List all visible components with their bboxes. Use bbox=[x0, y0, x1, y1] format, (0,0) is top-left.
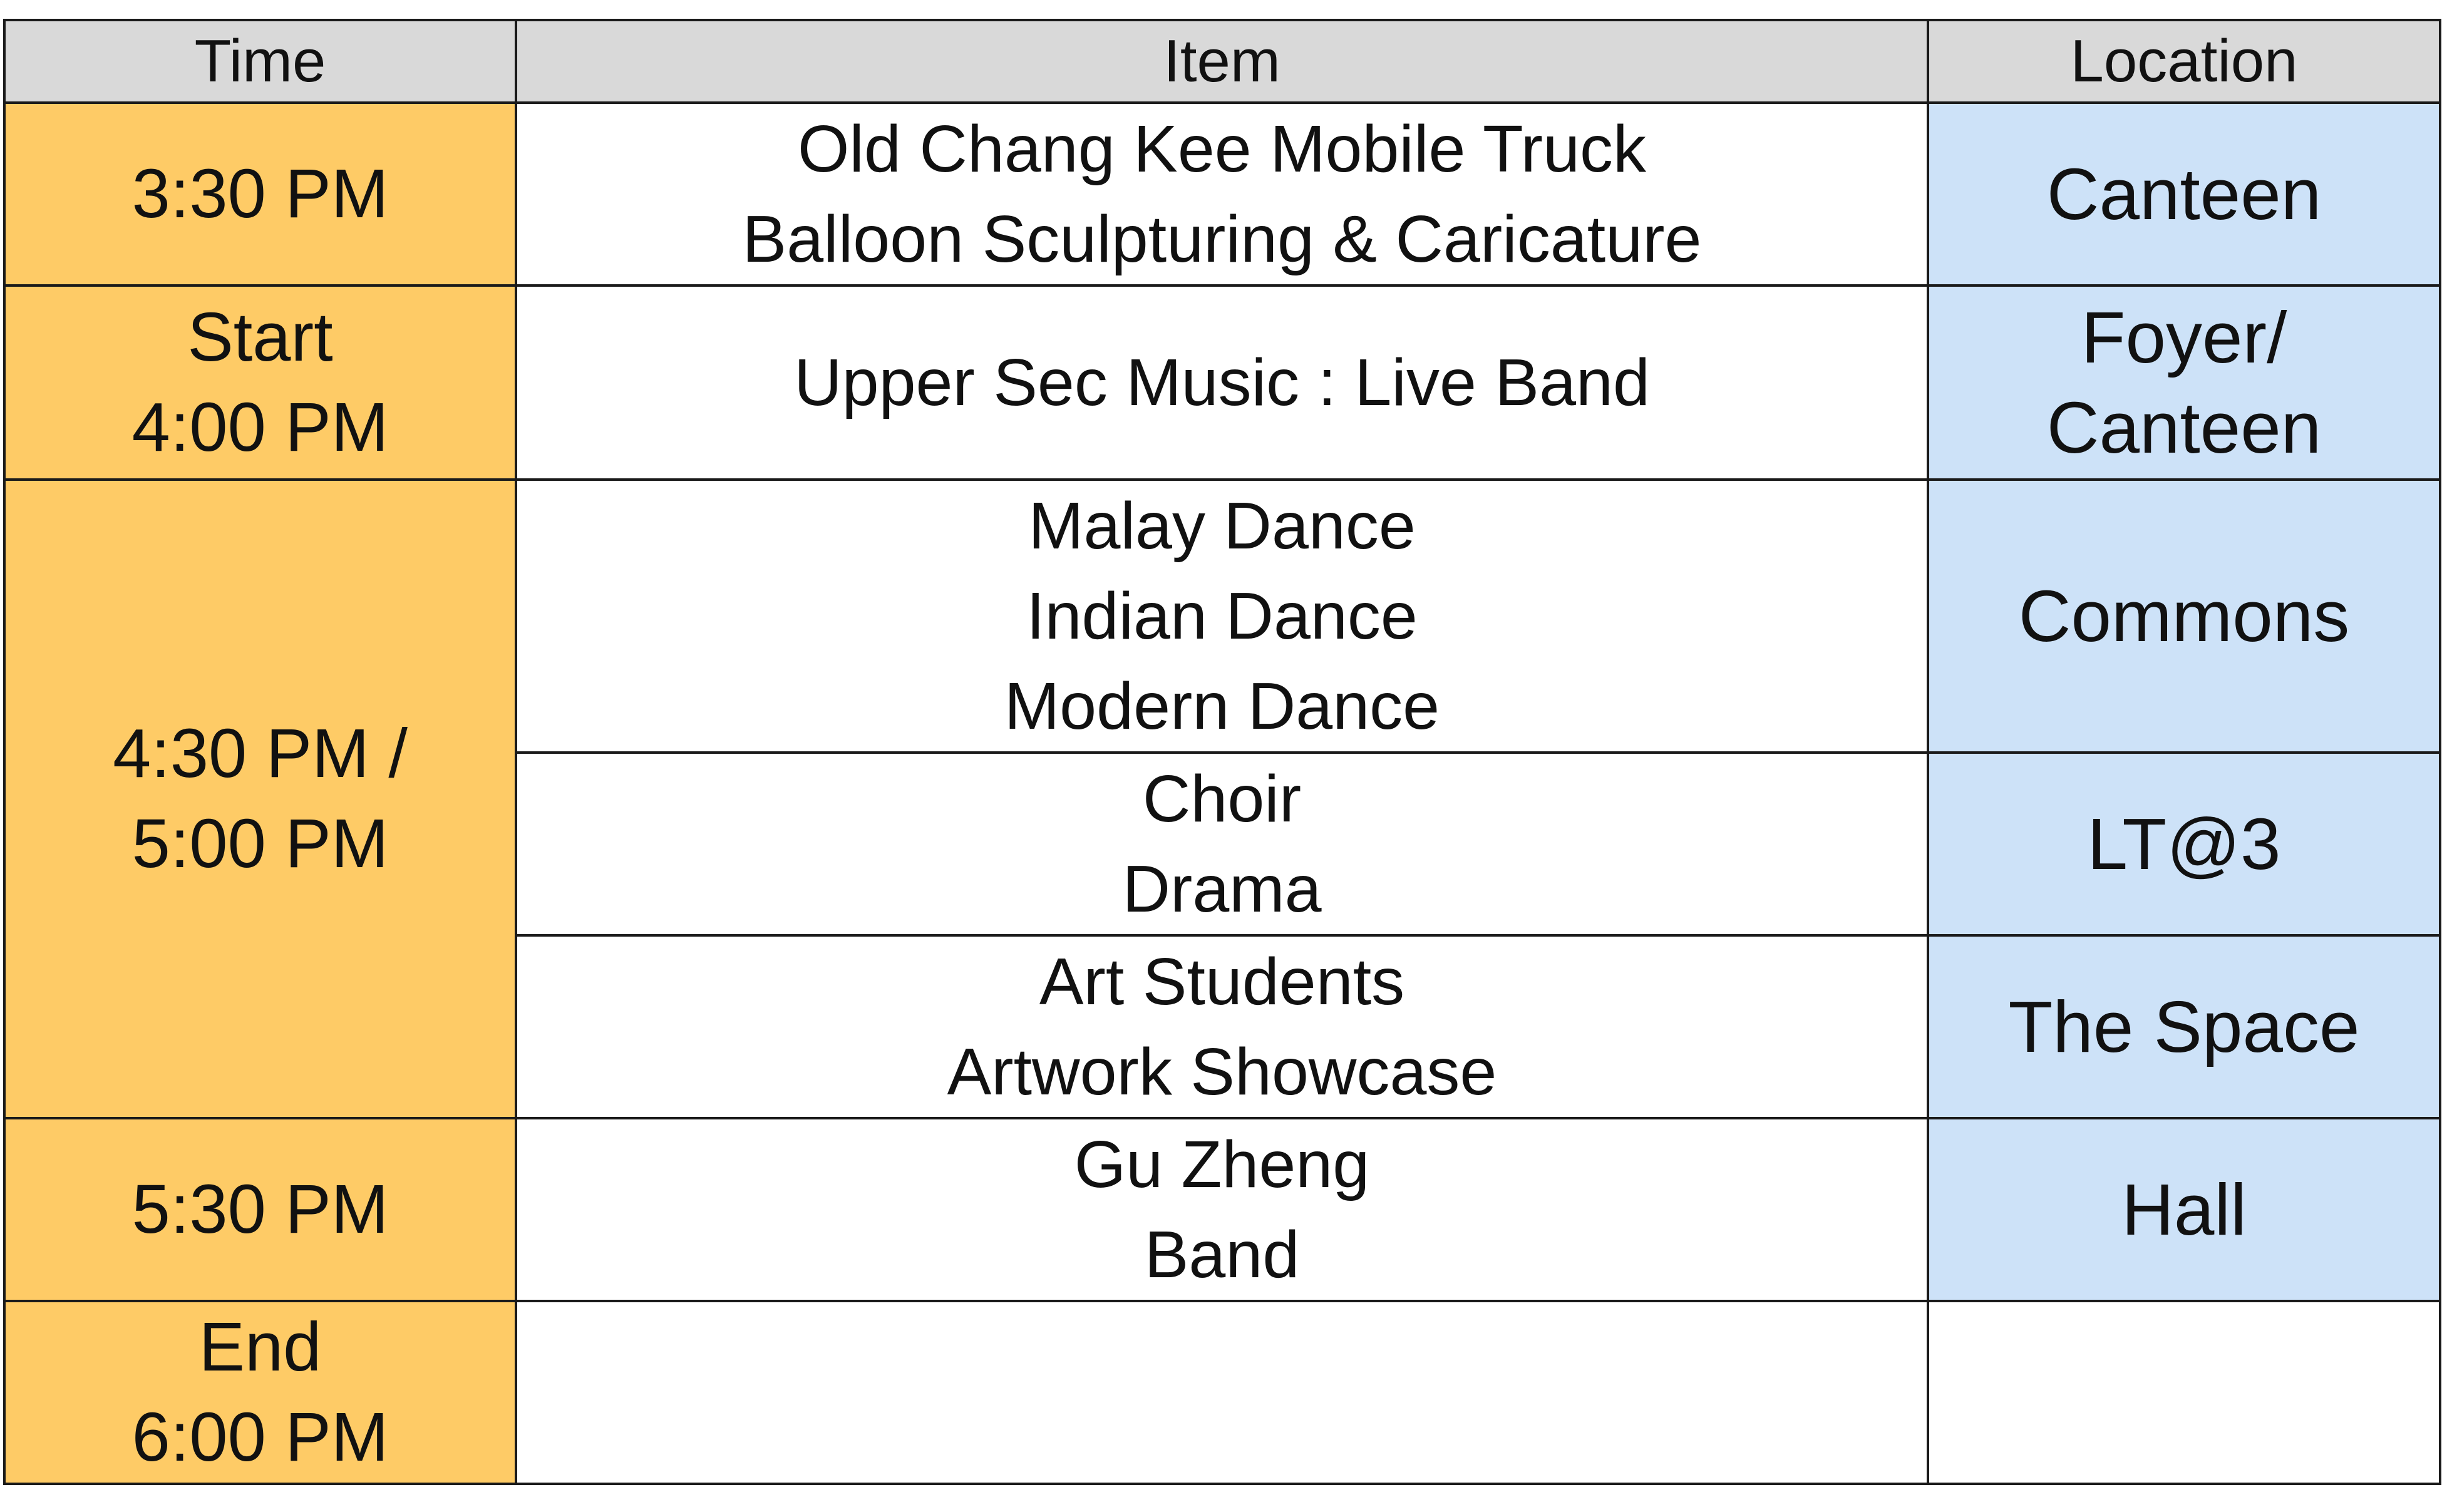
item-cell bbox=[516, 1118, 1928, 1301]
location-cell bbox=[1928, 935, 2440, 1118]
item-cell bbox=[516, 935, 1928, 1118]
item-column-header: Item bbox=[516, 20, 1928, 103]
location-cell bbox=[1928, 103, 2440, 285]
location-text: Foyer/ bbox=[2081, 297, 2287, 378]
item-text: Choir bbox=[1142, 762, 1302, 836]
time-text: End bbox=[198, 1309, 322, 1386]
time-text: Start bbox=[187, 299, 333, 376]
item-text: Balloon Sculpturing & Caricature bbox=[742, 202, 1702, 276]
time-cell bbox=[4, 1301, 516, 1484]
location-text: The Space bbox=[2008, 986, 2360, 1067]
item-text: Indian Dance bbox=[1026, 579, 1418, 653]
table-row bbox=[4, 103, 2440, 285]
table-row bbox=[4, 480, 2440, 753]
item-text: Malay Dance bbox=[1028, 489, 1416, 563]
empty-location-cell bbox=[1928, 1301, 2440, 1484]
time-cell bbox=[4, 285, 516, 480]
time-text: 5:00 PM bbox=[131, 805, 389, 882]
item-text: Drama bbox=[1122, 852, 1322, 926]
location-column-header: Location bbox=[1928, 20, 2440, 103]
location-cell bbox=[1928, 1118, 2440, 1301]
item-text: Gu Zheng bbox=[1074, 1128, 1370, 1201]
location-text: Commons bbox=[2018, 575, 2350, 657]
time-text: 3:30 PM bbox=[131, 155, 389, 232]
time-text: 6:00 PM bbox=[131, 1399, 389, 1476]
location-text: Hall bbox=[2121, 1169, 2247, 1250]
table-row bbox=[4, 285, 2440, 480]
table-row bbox=[4, 1118, 2440, 1301]
empty-item-cell bbox=[516, 1301, 1928, 1484]
location-cell bbox=[1928, 480, 2440, 753]
location-text: Canteen bbox=[2046, 153, 2322, 235]
item-text: Modern Dance bbox=[1004, 669, 1440, 743]
item-text: Upper Sec Music : Live Band bbox=[794, 346, 1650, 419]
table-row bbox=[4, 1301, 2440, 1484]
time-column-header: Time bbox=[4, 20, 516, 103]
time-cell bbox=[4, 480, 516, 1118]
item-cell bbox=[516, 753, 1928, 935]
item-text: Band bbox=[1144, 1218, 1300, 1292]
time-text: 4:30 PM / bbox=[113, 715, 408, 792]
time-text: 4:00 PM bbox=[131, 389, 389, 466]
item-text: Artwork Showcase bbox=[947, 1035, 1497, 1109]
time-cell bbox=[4, 103, 516, 285]
item-cell bbox=[516, 480, 1928, 753]
time-text: 5:30 PM bbox=[131, 1171, 389, 1248]
time-cell bbox=[4, 1118, 516, 1301]
location-cell bbox=[1928, 753, 2440, 935]
item-cell bbox=[516, 103, 1928, 285]
item-text: Old Chang Kee Mobile Truck bbox=[797, 112, 1647, 186]
location-text: LT@3 bbox=[2087, 803, 2281, 885]
item-cell bbox=[516, 285, 1928, 480]
schedule-table bbox=[3, 19, 2441, 1485]
location-text: Canteen bbox=[2046, 387, 2322, 468]
location-cell bbox=[1928, 285, 2440, 480]
header-row bbox=[4, 20, 2440, 103]
item-text: Art Students bbox=[1039, 945, 1405, 1019]
